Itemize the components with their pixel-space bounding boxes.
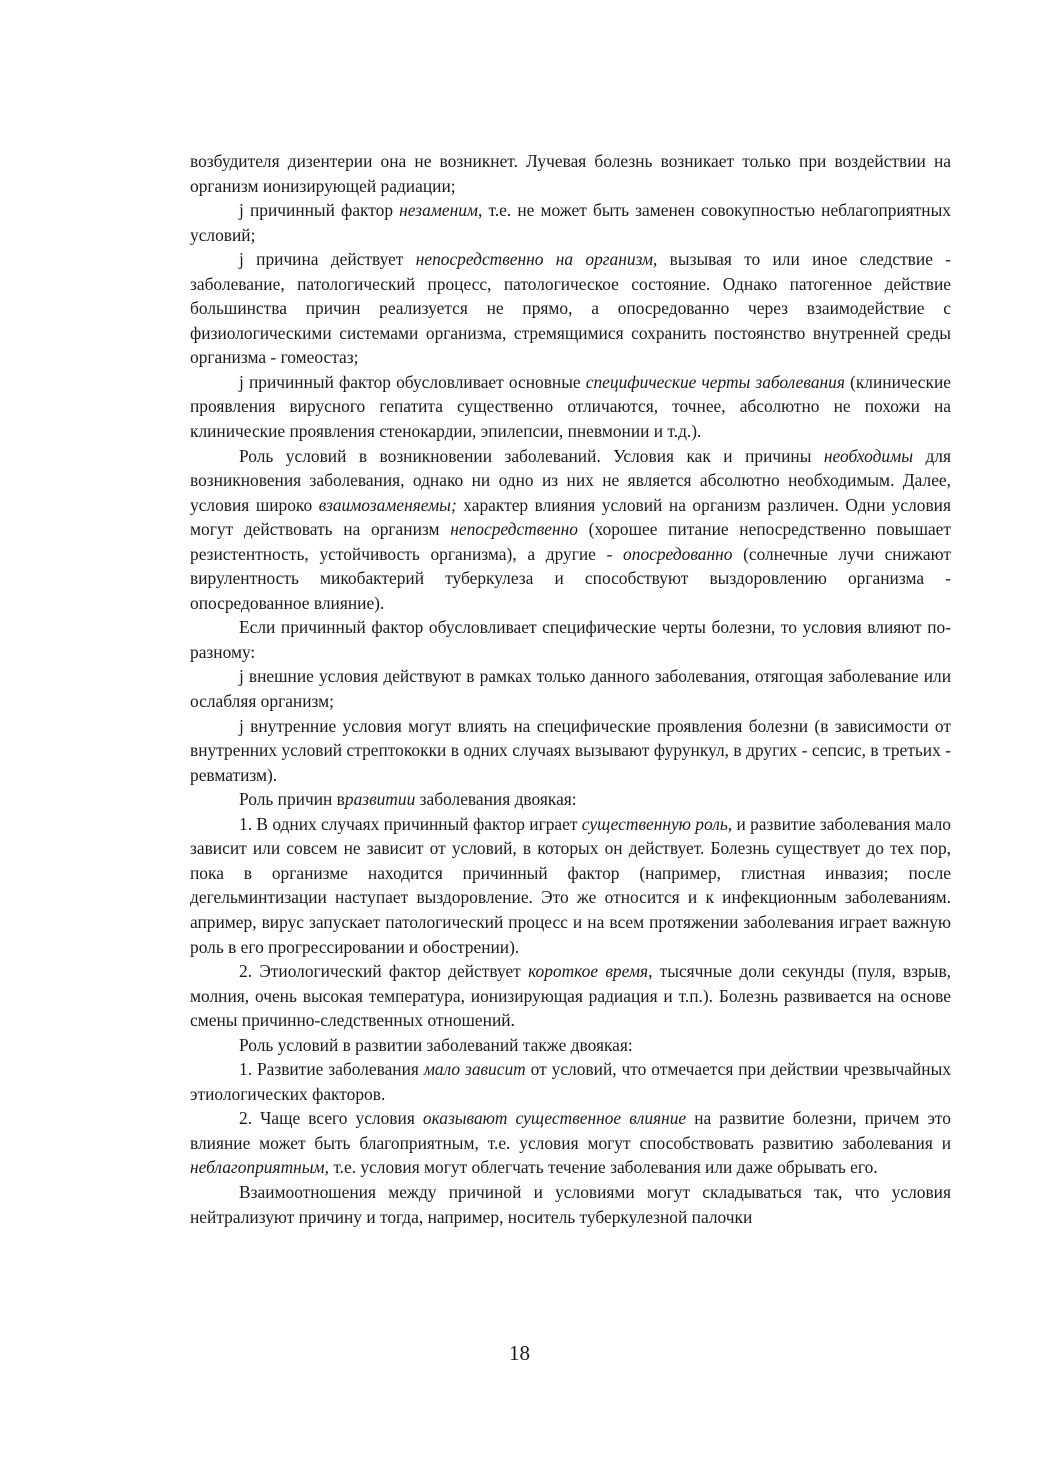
text-segment: заболевания двоякая: bbox=[415, 789, 577, 810]
text-segment: , тысячные доли секунды (пуля, взрыв, молния, очень высокая температура, ионизирующая радиация и т.п.). Болезнь развивается на основе смены причинно-следственных отношений. bbox=[190, 961, 951, 1031]
paragraph bbox=[190, 1106, 951, 1180]
paragraph bbox=[190, 1033, 951, 1058]
text-segment: Роль условий в развитии заболеваний также двоякая: bbox=[239, 1034, 633, 1055]
paragraph bbox=[190, 812, 951, 959]
italic-text: существенную роль, bbox=[581, 813, 733, 834]
paragraph bbox=[190, 198, 951, 247]
text-segment: для возникновения заболевания, однако ни одно из них не является абсолютно необходимым. Далее, условия широко bbox=[190, 445, 951, 515]
paragraph bbox=[190, 787, 951, 812]
text-segment: на развитие болезни, причем это влияние может быть благоприятным, т.е. условия могут способствовать развитию заболевания и bbox=[190, 1108, 951, 1153]
paragraph bbox=[190, 959, 951, 1033]
paragraph bbox=[190, 615, 951, 664]
text-segment: характер влияния условий на организм различен. Одни условия могут действовать на организм bbox=[190, 494, 951, 540]
paragraph bbox=[190, 247, 951, 370]
text-segment: Взаимоотношения между причиной и условиями могут складываться так, что условия нейтрализуют причину и тогда, например, носитель туберкулезной палочки bbox=[190, 1181, 951, 1227]
italic-text: короткое время bbox=[528, 961, 649, 982]
text-segment: Роль причин в bbox=[239, 789, 345, 810]
text-segment: j причина действует bbox=[239, 249, 416, 270]
italic-text: специфические черты заболевания bbox=[585, 371, 845, 392]
text-segment: т.е. условия могут облегчать течение заболевания или даже обрывать его. bbox=[328, 1157, 878, 1178]
italic-text: непосредственно bbox=[450, 519, 578, 540]
text-segment: , т.е. не может быть заменен совокупностью неблагоприятных условий; bbox=[190, 200, 951, 245]
italic-text: непосредственно на организм, bbox=[415, 249, 658, 270]
text-segment: j причинный фактор bbox=[239, 200, 400, 221]
page-body bbox=[190, 149, 951, 1229]
paragraph bbox=[190, 664, 951, 713]
italic-text: развитии bbox=[344, 789, 416, 810]
italic-text: мало зависит bbox=[423, 1059, 526, 1080]
paragraph bbox=[190, 149, 951, 198]
text-segment: 2. Чаще всего условия bbox=[239, 1108, 423, 1129]
paragraph bbox=[190, 714, 951, 788]
text-segment: j внутренние условия могут влиять на специфические проявления болезни (в зависимости от внутренних условий стрептококки в одних случаях вызывают фурункул, в других - сепсис, в третьих - ревматизм). bbox=[190, 715, 951, 785]
italic-text: незаменим bbox=[399, 200, 479, 221]
text-segment: Если причинный фактор обусловливает специфические черты болезни, то условия влияют по-разному: bbox=[190, 617, 951, 662]
text-segment: (солнечные лучи снижают вирулентность микобактерий туберкулеза и способствуют выздоровлению организма - опосредованное влияние). bbox=[190, 543, 951, 613]
italic-text: оказывают существенное влияние bbox=[422, 1108, 687, 1129]
italic-text: неблагоприятным, bbox=[190, 1157, 329, 1178]
text-segment: от условий, что отмечается при действии чрезвычайных этиологических факторов. bbox=[190, 1059, 951, 1104]
text-segment: 1. В одних случаях причинный фактор играет bbox=[239, 813, 582, 834]
text-segment: Роль условий в возникновении заболеваний. Условия как и причины bbox=[239, 445, 824, 466]
paragraph bbox=[190, 444, 951, 616]
text-segment: 1. Развитие заболевания bbox=[239, 1059, 424, 1080]
text-segment: вызывая то или иное следствие - заболевание, патологический процесс, патологическое состояние. Однако патогенное действие большинства причин реализуется не прямо, а опосредованно через взаимодействие с физиологическими системами организма, стремящимися сохранить постоянство внутренней среды организма - гомеостаз; bbox=[190, 249, 951, 368]
italic-text: взаимозаменяемы; bbox=[318, 494, 457, 515]
italic-text: необходимы bbox=[823, 445, 913, 466]
italic-text: опосредованно bbox=[623, 543, 733, 564]
page-number: 18 bbox=[509, 1341, 530, 1365]
paragraph bbox=[190, 1057, 951, 1106]
text-segment: возбудителя дизентерии она не возникнет. Лучевая болезнь возникает только при воздействии на организм ионизирующей радиации; bbox=[190, 151, 951, 196]
text-segment: (клинические проявления вирусного гепатита существенно отличаются, точнее, абсолютно не похожи на клинические проявления стенокардии, эпилепсии, пневмонии и т.д.). bbox=[190, 371, 951, 442]
paragraph bbox=[190, 1180, 951, 1229]
text-segment: j внешние условия действуют в рамках только данного заболевания, отягощая заболевание или ослабляя организм; bbox=[190, 666, 951, 712]
text-segment: j причинный фактор обусловливает основные bbox=[239, 371, 586, 392]
text-segment: (хорошее питание непосредственно повышает резистентность, устойчивость организма), а другие - bbox=[190, 519, 951, 564]
text-segment: 2. Этиологический фактор действует bbox=[239, 961, 529, 982]
text-segment: и развитие заболевания мало зависит или совсем не зависит от условий, в которых он действует. Болезнь существует до тех пор, пока в организме находится причинный фактор (например, глистная инвазия; после дегельминтизации наступает выздоровление. Это же относится и к инфекционным заболеваниям. апример, вирус запускает патологический процесс и на всем протяжении заболевания играет важную роль в его прогрессировании и обострении). bbox=[190, 813, 951, 957]
paragraph bbox=[190, 370, 951, 444]
